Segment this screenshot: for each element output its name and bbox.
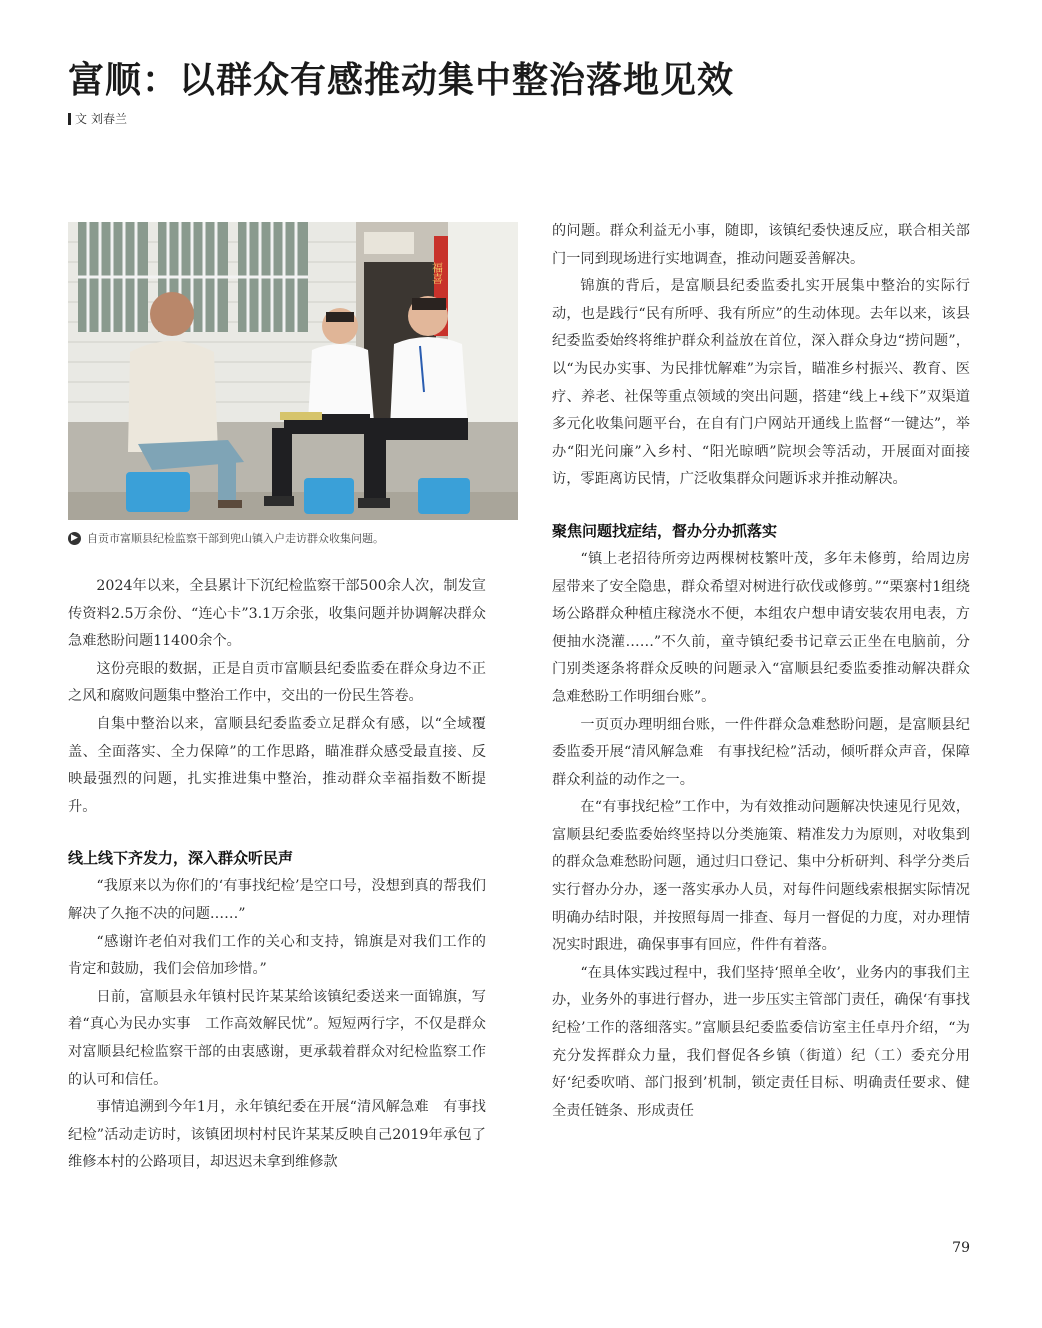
- paragraph: “在具体实践过程中，我们坚持‘照单全收’，业务内的事我们主办，业务外的事进行督办，进一步压实主管部门责任，确保‘有事找纪检’工作的落细落实。”富顺县纪委监委信访室主任卓丹介绍，“为充分发挥群众力量，我们督促各乡镇（街道）纪（工）委充分用好‘纪委吹哨、部门报到’机制，锁定责任目标、明确责任要求、健全责任链条、形成责任: [552, 964, 970, 1119]
- byline-prefix: 文: [75, 112, 88, 126]
- paragraph: 在“有事找纪检”工作中，为有效推动问题解决快速见行见效，富顺县纪委监委始终坚持以分类施策、精准发力为原则，对收集到的群众急难愁盼问题，通过归口登记、集中分析研判、科学分类后实行督办分办，逐一落实承办人员，对每件问题线索根据实际情况明确办结时限，并按照每周一排查、每月一督促的力度，对办理情况实时跟进，确保事事有回应，件件有着落。: [552, 799, 970, 954]
- author-name: 刘春兰: [91, 112, 128, 126]
- paragraph: 这份亮眼的数据，正是自贡市富顺县纪委监委在群众身边不正之风和腐败问题集中整治工作中，交出的一份民生答卷。: [68, 660, 486, 705]
- caption-text: 自贡市富顺县纪检监察干部到兜山镇入户走访群众收集问题。: [87, 532, 384, 545]
- paragraph: “镇上老招待所旁边两棵树枝繁叶茂，多年未修剪，给周边房屋带来了安全隐患，群众希望对树进行砍伐或修剪。”“栗寨村1组绕场公路群众种植庄稼浇水不便，本组农户想申请安装农用电表，方便抽水浇灌……”不久前，童寺镇纪委书记章云正坐在电脑前，分门别类逐条将群众反映的问题录入“富顺县纪委监委推动解决群众急难愁盼工作明细台账”。: [552, 550, 970, 705]
- paragraph: 自集中整治以来，富顺县纪委监委立足群众有感，以“全域覆盖、全面落实、全力保障”的工作思路，瞄准群众感受最直接、反映最强烈的问题，扎实推进集中整治，推动群众幸福指数不断提升。: [68, 715, 486, 815]
- paragraph: 日前，富顺县永年镇村民许某某给该镇纪委送来一面锦旗，写着“真心为民办实事 工作高效解民忧”。短短两行字，不仅是群众对富顺县纪检监察干部的由衷感谢，更承载着群众对纪检监察工作的认可和信任。: [68, 988, 486, 1088]
- paragraph: 事情追溯到今年1月，永年镇纪委在开展“清风解急难 有事找纪检”活动走访时，该镇团坝村村民许某某反映自己2019年承包了维修本村的公路项目，却迟迟未拿到维修款: [68, 1099, 486, 1171]
- paragraph: 一页页办理明细台账，一件件群众急难愁盼问题，是富顺县纪委监委开展“清风解急难 有事找纪检”活动，倾听群众声音，保障群众利益的动作之一。: [552, 716, 970, 788]
- right-column: [552, 218, 970, 1125]
- article-photo: [68, 222, 518, 520]
- article-title: 富顺：以群众有感推动集中整治落地见效: [68, 60, 735, 101]
- section-heading: 聚焦问题找症结，督办分办抓落实: [552, 521, 778, 540]
- paragraph: “感谢许老伯对我们工作的关心和支持，锦旗是对我们工作的肯定和鼓励，我们会倍加珍惜。”: [68, 933, 486, 978]
- paragraph: 2024年以来，全县累计下沉纪检监察干部500余人次，制发宣传资料2.5万余份、“连心卡”3.1万余张，收集问题并协调解决群众急难愁盼问题11400余个。: [68, 578, 486, 650]
- paragraph: “我原来以为你们的‘有事找纪检’是空口号，没想到真的帮我们解决了久拖不决的问题……”: [68, 878, 486, 922]
- photo-caption: [68, 530, 384, 546]
- page-number: 79: [952, 1240, 970, 1256]
- caption-arrow-icon: ▶: [68, 532, 81, 545]
- section-heading: 线上线下齐发力，深入群众听民声: [68, 849, 294, 868]
- byline: [68, 110, 127, 127]
- left-column: [68, 573, 486, 1177]
- paragraph: 锦旗的背后，是富顺县纪委监委扎实开展集中整治的实际行动，也是践行“民有所呼、我有所应”的生动体现。去年以来，该县纪委监委始终将维护群众利益放在首位，深入群众身边“捞问题”，以“为民办实事、为民排忧解难”为宗旨，瞄准乡村振兴、教育、医疗、养老、社保等重点领域的突出问题，搭建“线上+线下”双渠道多元化收集问题平台，在自有门户网站开通线上监督“一键达”，举办“阳光问廉”入乡村、“阳光晾晒”院坝会等活动，开展面对面接访，零距离访民情，广泛收集群众问题诉求并推动解决。: [552, 278, 970, 488]
- byline-bar: [68, 113, 71, 125]
- paragraph: 的问题。群众利益无小事，随即，该镇纪委快速反应，联合相关部门一同到现场进行实地调查，推动问题妥善解决。: [552, 223, 970, 267]
- couplet-text: 福喜: [430, 262, 444, 284]
